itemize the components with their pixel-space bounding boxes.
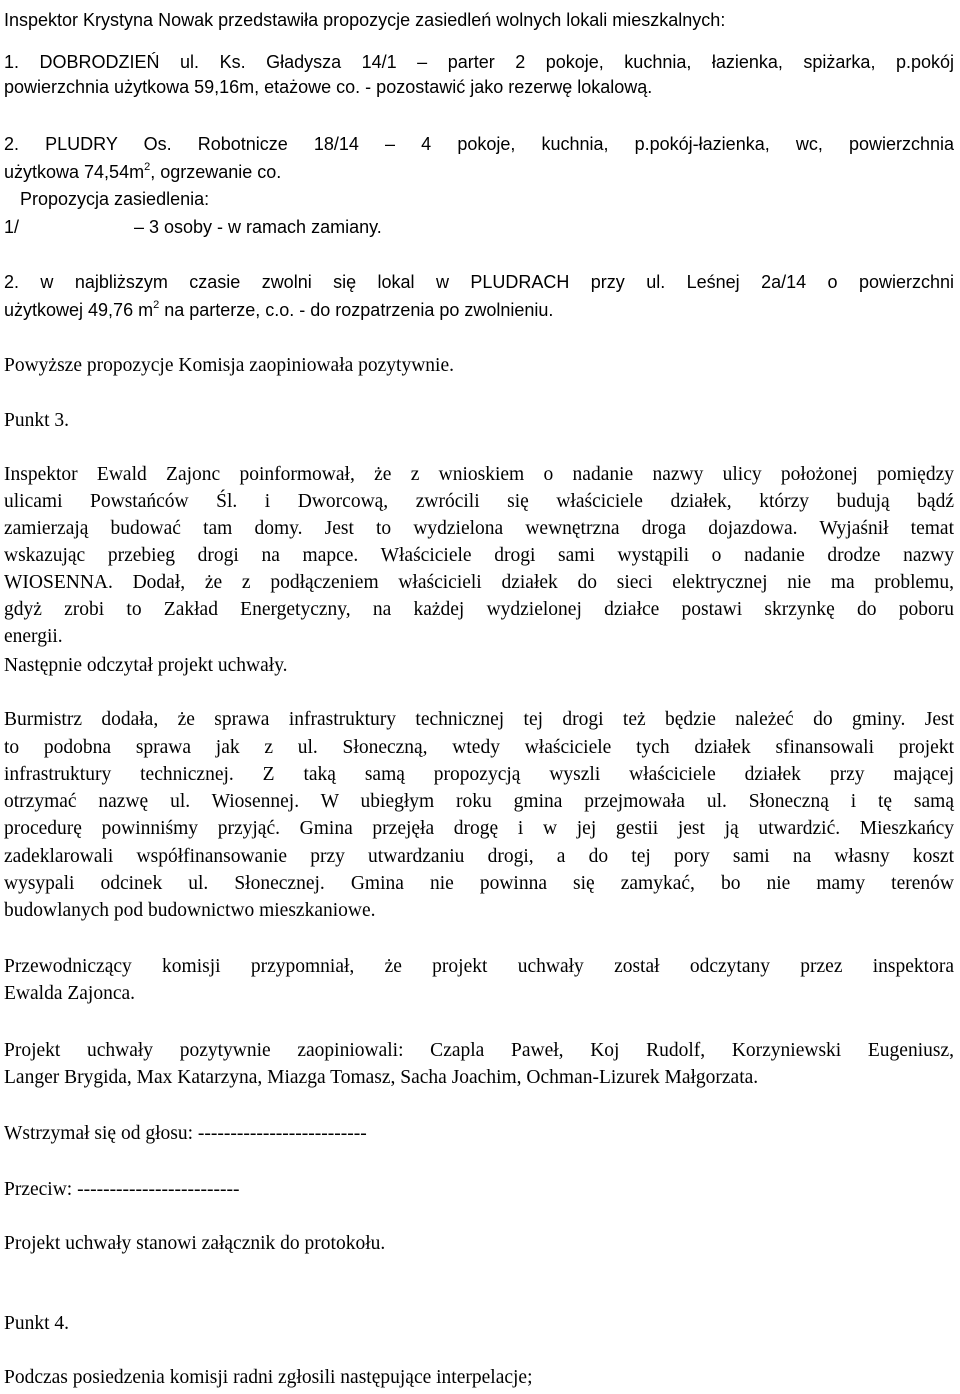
read-draft-line: Następnie odczytał projekt uchwały. bbox=[4, 655, 288, 676]
punkt-4-heading: Punkt 4. bbox=[4, 1313, 70, 1334]
paragraph-line: Burmistrz dodała, że sprawa infrastruktury technicznej tej drogi też będzie należeć do gminy. Jest bbox=[4, 709, 954, 730]
interpellations-line: Podczas posiedzenia komisji radni zgłosili następujące interpelacje; bbox=[4, 1367, 533, 1388]
abstained-line: Wstrzymał się od głosu: -------------------------- bbox=[4, 1123, 367, 1144]
paragraph-line: wskazując przebieg drogi na mapce. Właściciele drogi sami wystąpili o nadanie drodze nazwy bbox=[4, 545, 954, 566]
punkt-3-heading: Punkt 3. bbox=[4, 410, 70, 431]
paragraph-line: infrastruktury technicznej. Z taką samą propozycją wyszli właściciele działek przy mającej bbox=[4, 764, 954, 785]
paragraph-line: wysypali odcinek ul. Słonecznej. Gmina nie powinna się zamykać, bo nie mamy terenów bbox=[4, 873, 954, 894]
commission-opinion: Powyższe propozycje Komisja zaopiniowała pozytywnie. bbox=[4, 355, 454, 376]
attachment-line: Projekt uchwały stanowi załącznik do protokołu. bbox=[4, 1233, 386, 1254]
paragraph-line: budowlanych pod budownictwo mieszkaniowe. bbox=[4, 900, 376, 921]
item2-line2: użytkowa $74,54m^2$, ogrzewanie co. bbox=[4, 161, 282, 182]
item2-line1: 2. PLUDRY Os. Robotnicze 18/14 – 4 pokoje, kuchnia, p.pokój-łazienka, wc, powierzchnia bbox=[4, 134, 954, 154]
intro-line: Inspektor Krystyna Nowak przedstawiła propozycje zasiedleń wolnych lokali mieszkalnych: bbox=[4, 10, 726, 30]
item1-line2: powierzchnia użytkowa 59,16m, etażowe co. - pozostawić jako rezerwę lokalową. bbox=[4, 77, 653, 97]
paragraph-line: otrzymać nazwę ul. Wiosennej. W ubiegłym roku gmina przejmowała ul. Słoneczną i tę samą bbox=[4, 791, 954, 812]
against-line: Przeciw: ------------------------- bbox=[4, 1179, 240, 1200]
paragraph-line: Projekt uchwały pozytywnie zaopiniowali: Czapla Paweł, Koj Rudolf, Korzyniewski Eugeniusz, bbox=[4, 1040, 954, 1061]
paragraph-line: to podobna sprawa jak z ul. Słoneczną, wtedy właściciele tych działek sfinansowali projekt bbox=[4, 737, 954, 758]
paragraph-line: WIOSENNA. Dodał, że z podłączeniem właścicieli działek do sieci elektrycznej nie ma problemu, bbox=[4, 572, 954, 593]
item1-line1: 1. DOBRODZIEŃ ul. Ks. Gładysza 14/1 – parter 2 pokoje, kuchnia, łazienka, spiżarka, p.pokój bbox=[4, 52, 954, 72]
paragraph-line: ulicami Powstańców Śl. i Dworcową, zwrócili się właściciele działek, którzy budują bądź bbox=[4, 491, 954, 512]
paragraph-line: zamierzają budować tam domy. Jest to wydzielona wewnętrzna droga dojazdowa. Wyjaśnił temat bbox=[4, 518, 954, 539]
item3-line1: 2. w najbliższym czasie zwolni się lokal w PLUDRACH przy ul. Leśnej 2a/14 o powierzchni bbox=[4, 272, 954, 292]
paragraph-line: procedurę powinniśmy przyjąć. Gmina przejęła drogę i w jej gestii jest ją utwardzić. Mieszkańcy bbox=[4, 818, 954, 839]
paragraph-line: energii. bbox=[4, 626, 63, 647]
item3-line2: użytkowej 49,76 $m^2$ na parterze, c.o. - do rozpatrzenia po zwolnieniu. bbox=[4, 299, 554, 320]
paragraph-line: Inspektor Ewald Zajonc poinformował, że z wnioskiem o nadanie nazwy ulicy położonej pomiędzy bbox=[4, 464, 954, 485]
paragraph-line: Ewalda Zajonca. bbox=[4, 983, 136, 1004]
proposal-line: 1/ – 3 osoby - w ramach zamiany. bbox=[4, 217, 382, 237]
paragraph-line: Langer Brygida, Max Katarzyna, Miazga Tomasz, Sacha Joachim, Ochman-Lizurek Małgorzata. bbox=[4, 1067, 759, 1088]
paragraph-line: Przewodniczący komisji przypomniał, że projekt uchwały został odczytany przez inspektora bbox=[4, 956, 954, 977]
paragraph-line: gdyż zrobi to Zakład Energetyczny, na każdej wydzielonej działce postawi skrzynkę do poboru bbox=[4, 599, 954, 620]
paragraph-line: zadeklarowali współfinansowanie przy utwardzaniu drogi, a do tej pory sami na własny koszt bbox=[4, 846, 954, 867]
proposal-label: Propozycja zasiedlenia: bbox=[20, 189, 210, 209]
